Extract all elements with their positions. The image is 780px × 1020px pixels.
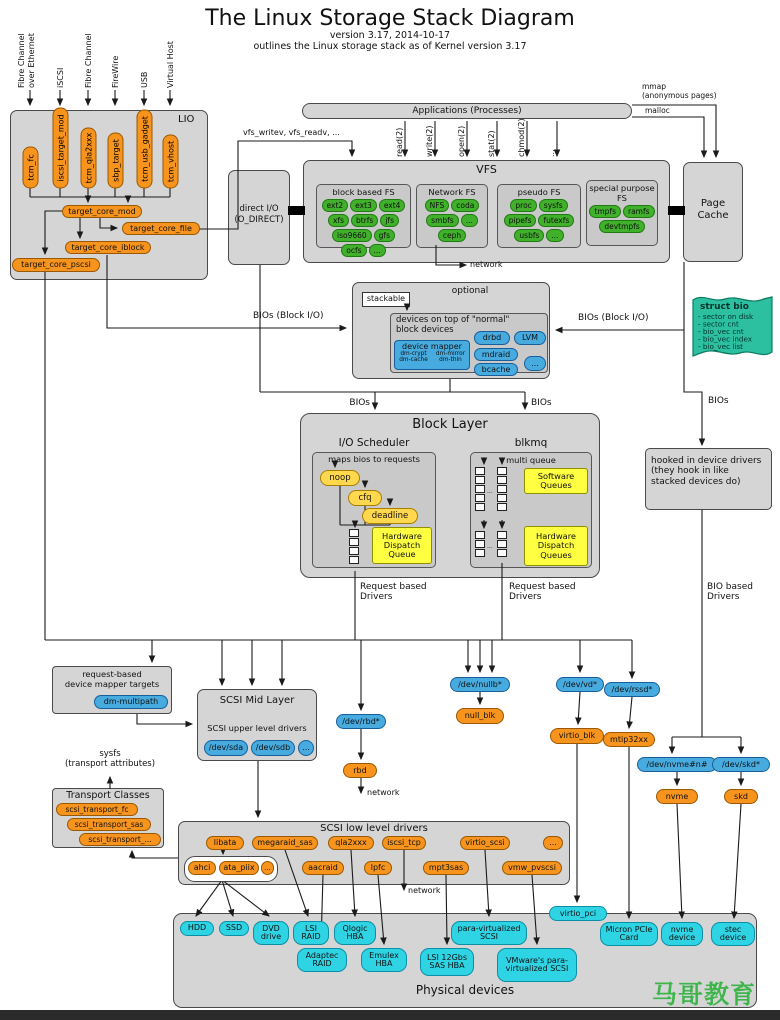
bcache-pill: bcache [474, 363, 518, 376]
adaptec-raid-device: Adaptec RAID [297, 948, 347, 972]
lsi-12gbs-sas-hba-device: LSI 12Gbs SAS HBA [420, 948, 474, 976]
lio-target-pill: iscsi_target_mod [56, 114, 66, 182]
sysfs-label-line2: (transport attributes) [64, 759, 156, 769]
dm-targets-line1: request-based [82, 669, 142, 679]
fs-pill: smbfs [426, 214, 459, 227]
input-label: over Ethernet [27, 33, 36, 88]
direct-io-line1: direct I/O [239, 204, 279, 214]
fs-pill: xfs [328, 214, 349, 227]
qlogic-hba-device: Qlogic HBA [334, 921, 376, 945]
input-label: USB [140, 71, 149, 88]
more-pill: ... [543, 836, 563, 850]
skd-pill: skd [724, 789, 758, 804]
fs-pill: ... [546, 229, 563, 242]
physical-devices-title: Physical devices [415, 983, 515, 997]
fs-pill: proc [510, 199, 536, 212]
malloc-label: malloc [645, 106, 670, 115]
fs-pill: ext2 [322, 199, 349, 212]
virtio-pci-pill: virtio_pci [549, 906, 607, 921]
software-queue-stack [497, 467, 507, 511]
aacraid-pill: aacraid [302, 861, 344, 875]
nvme-pill: nvme [656, 789, 698, 804]
fs-pill: ceph [438, 229, 466, 242]
scsi-transport-more-pill: scsi_transport_... [79, 833, 161, 846]
vmw-pvscsi-pill: vmw_pvscsi [502, 861, 562, 875]
bios-block-io-right-label: BIOs (Block I/O) [578, 313, 649, 323]
dvd-device: DVD drive [253, 921, 289, 945]
input-label: Virtual Host [166, 41, 175, 88]
queue-dots: ... [487, 488, 493, 495]
software-queues-box: Software Queues [524, 468, 588, 494]
iosched-title: I/O Scheduler [338, 437, 410, 449]
lpfc-pill: lpfc [364, 861, 392, 875]
cfq-pill: cfq [348, 490, 382, 506]
syscall-label: write(2) [425, 125, 434, 157]
scsi-transport-fc-pill: scsi_transport_fc [56, 803, 138, 816]
syscall-label: open(2) [457, 125, 466, 157]
fs-pill: gfs [374, 229, 395, 242]
direct-io-line2: (O_DIRECT) [234, 215, 284, 225]
stacked-devices-line2: block devices [396, 325, 454, 335]
target-core-file-pill: target_core_file [122, 222, 200, 235]
struct-bio-item: - bio_vec index [698, 334, 753, 344]
bios-label: BIOs [349, 398, 370, 408]
fs-group-title: Network FS [428, 187, 476, 197]
lio-target-pill: tcm_vhost [166, 140, 176, 183]
queue-dots: ... [487, 543, 493, 550]
scsi-upper-label: SCSI upper level drivers [207, 723, 307, 733]
vfs-label: VFS [476, 163, 497, 176]
fs-group-title: pseudo FS [517, 187, 561, 197]
page-cache-line2: Cache [697, 210, 729, 221]
syscall-label: ... [547, 149, 556, 157]
scsi-mid-title: SCSI Mid Layer [219, 695, 295, 706]
micron-pcie-device: Micron PCIe Card [600, 922, 658, 946]
drbd-pill: drbd [474, 331, 510, 345]
struct-bio-item: - bio_vec cnt [698, 327, 744, 336]
input-label: Fibre Channel [84, 33, 93, 88]
mmap-label: mmap [642, 82, 666, 91]
fs-pill: btrfs [351, 214, 378, 227]
network-label: network [408, 886, 441, 895]
syscall-label: chmod(2) [517, 118, 526, 157]
struct-bio-item: - sector on disk [698, 312, 754, 321]
dm-target: dm-thin [439, 357, 462, 363]
fs-group-title: block based FS [332, 187, 395, 197]
virtio-scsi-pill: virtio_scsi [460, 836, 510, 850]
bios-block-io-left-label: BIOs (Block I/O) [253, 311, 324, 321]
block-layer-title: Block Layer [412, 417, 488, 432]
dev-vd-pill: /dev/vd* [556, 677, 604, 692]
footer-bar [0, 1010, 780, 1020]
fs-pill: ... [461, 214, 478, 227]
network-label: network [470, 260, 503, 269]
hooked-drivers-text: hooked in device drivers (they hook in like stacked devices do) [651, 456, 762, 487]
fs-pill: ... [369, 244, 386, 257]
more-pill: ... [298, 740, 314, 756]
fs-pill: ocfs [341, 244, 366, 257]
virtio-blk-pill: virtio_blk [550, 728, 604, 744]
libata-pill: libata [206, 836, 244, 850]
fs-pill: futexfs [538, 214, 574, 227]
dm-targets-line2: device mapper targets [64, 679, 160, 689]
dm-target: dm-mirror [435, 351, 466, 357]
stacked-devices-line1: devices on top of "normal" [396, 315, 510, 325]
target-core-pscsi-pill: target_core_pscsi [12, 258, 100, 272]
hardware-dispatch-queue-box: Hardware Dispatch Queue [372, 527, 432, 564]
megaraid-sas-pill: megaraid_sas [252, 836, 318, 850]
more-pill: ... [261, 861, 274, 875]
struct-bio-title: struct bio [700, 302, 749, 312]
network-label: network [367, 788, 400, 797]
mmap-anon-label: (anonymous pages) [642, 91, 717, 100]
para-virtualized-scsi-device: para-virtualized SCSI [451, 921, 527, 945]
sysfs-label-line1: sysfs [99, 749, 121, 759]
fs-pill: ramfs [623, 205, 655, 218]
fs-pill: iso9660 [332, 229, 372, 242]
fs-pill: jfs [380, 214, 399, 227]
struct-bio-item: - bio_vec list [698, 342, 743, 351]
device-mapper-title: device mapper [402, 342, 462, 351]
bios-label: BIOs [531, 398, 552, 408]
dm-multipath-pill: dm-multipath [94, 695, 168, 709]
target-core-iblock-pill: target_core_iblock [65, 241, 151, 254]
lio-target-pills [23, 108, 178, 188]
hardware-dispatch-queues-box: Hardware Dispatch Queues [524, 526, 588, 566]
emulex-hba-device: Emulex HBA [361, 948, 407, 972]
mtip32xx-pill: mtip32xx [603, 732, 655, 747]
input-label: Fibre Channel [17, 33, 26, 88]
lio-label: LIO [178, 114, 195, 125]
title-subtitle: outlines the Linux storage stack as of Kernel version 3.17 [253, 41, 527, 52]
fs-pill: ext3 [350, 199, 377, 212]
ahci-pill: ahci [188, 861, 216, 875]
stackable-tag: stackable [362, 292, 410, 307]
bios-label: BIOs [708, 396, 729, 406]
qla2xxx-pill: qla2xxx [328, 836, 374, 850]
fs-pill: NFS [425, 199, 450, 212]
request-based-label: Request based Drivers [360, 582, 427, 603]
dm-target-list [395, 351, 469, 363]
watermark: 马哥教育 [652, 980, 757, 1009]
page-title: The Linux Storage Stack Diagram [205, 6, 575, 31]
device-mapper-box [394, 340, 470, 370]
title-version: version 3.17, 2014-10-17 [329, 30, 451, 41]
applications-label: Applications (Processes) [412, 106, 522, 116]
syscall-labels [395, 118, 556, 157]
optional-label: optional [451, 286, 489, 296]
dm-target: dm-cache [399, 357, 428, 363]
struct-bio-item: - sector cnt [698, 319, 739, 329]
dev-sdb-pill: /dev/sdb [251, 740, 295, 756]
bio-based-label: BIO based Drivers [707, 582, 753, 603]
dev-nullb-pill: /dev/nullb* [450, 677, 510, 692]
hardware-queue-stack [475, 531, 485, 557]
mdraid-pill: mdraid [474, 348, 518, 361]
blkmq-note: multi queue [506, 455, 556, 465]
transport-classes-title: Transport Classes [66, 790, 150, 801]
deadline-pill: deadline [362, 508, 418, 524]
hardware-queue-stack [497, 531, 507, 557]
input-label: FireWire [111, 55, 120, 88]
fs-pill: devtmpfs [599, 220, 644, 233]
struct-bio-flag [693, 297, 772, 356]
iscsi-tcp-pill: iscsi_tcp [382, 836, 426, 850]
iosched-note: maps bios to requests [328, 454, 420, 464]
ssd-device: SSD [219, 921, 249, 936]
dm-target: dm-crypt [400, 351, 427, 357]
null-blk-pill: null_blk [456, 708, 504, 724]
lio-target-pill: tcm_qla2xxx [84, 132, 94, 184]
lio-target-pill: tcm_usb_gadget [140, 116, 150, 182]
blkmq-title: blkmq [514, 437, 548, 449]
fs-group-title: special purpose FS [589, 183, 655, 203]
target-core-mod-pill: target_core_mod [62, 205, 142, 218]
software-queue-stack [475, 467, 485, 511]
dev-rssd-pill: /dev/rssd* [604, 682, 660, 697]
syscall-label: stat(2) [487, 130, 496, 157]
lio-target-pill: sbp_target [111, 139, 121, 182]
more-pill: ... [524, 356, 546, 371]
request-based-label: Request based Drivers [509, 582, 576, 603]
rbd-pill: rbd [343, 763, 377, 778]
lio-target-pill: tcm_fc [26, 154, 36, 181]
nvme-device: nvme device [661, 922, 703, 946]
page-cache-line1: Page [700, 198, 726, 209]
stec-device: stec device [711, 922, 755, 946]
dev-skd-pill: /dev/skd* [712, 757, 770, 772]
noop-pill: noop [320, 470, 360, 486]
fs-pill: coda [451, 199, 479, 212]
scsi-lld-title: SCSI low level drivers [320, 823, 428, 834]
fs-pill: usbfs [514, 229, 544, 242]
fs-pill: tmpfs [589, 205, 621, 218]
fs-pill: sysfs [539, 199, 568, 212]
vfs-call-label: vfs_writev, vfs_readv, ... [243, 128, 340, 137]
dev-nvme-pill: /dev/nvme#n# [637, 757, 717, 772]
dev-sda-pill: /dev/sda [204, 740, 248, 756]
ata-piix-pill: ata_piix [219, 861, 259, 875]
dispatch-queue-stack [349, 529, 359, 564]
input-label: iSCSI [56, 67, 65, 88]
dev-rbd-pill: /dev/rbd* [336, 714, 386, 729]
fs-pill: pipefs [504, 214, 537, 227]
fs-pill: ext4 [379, 199, 406, 212]
lvm-pill: LVM [514, 331, 546, 345]
lsi-raid-device: LSI RAID [293, 921, 329, 945]
syscall-label: read(2) [395, 127, 404, 157]
hdd-device: HDD [180, 921, 214, 936]
vmware-pvscsi-device: VMware's para-virtualized SCSI [497, 948, 577, 982]
scsi-transport-sas-pill: scsi_transport_sas [67, 818, 151, 831]
mpt3sas-pill: mpt3sas [423, 861, 469, 875]
